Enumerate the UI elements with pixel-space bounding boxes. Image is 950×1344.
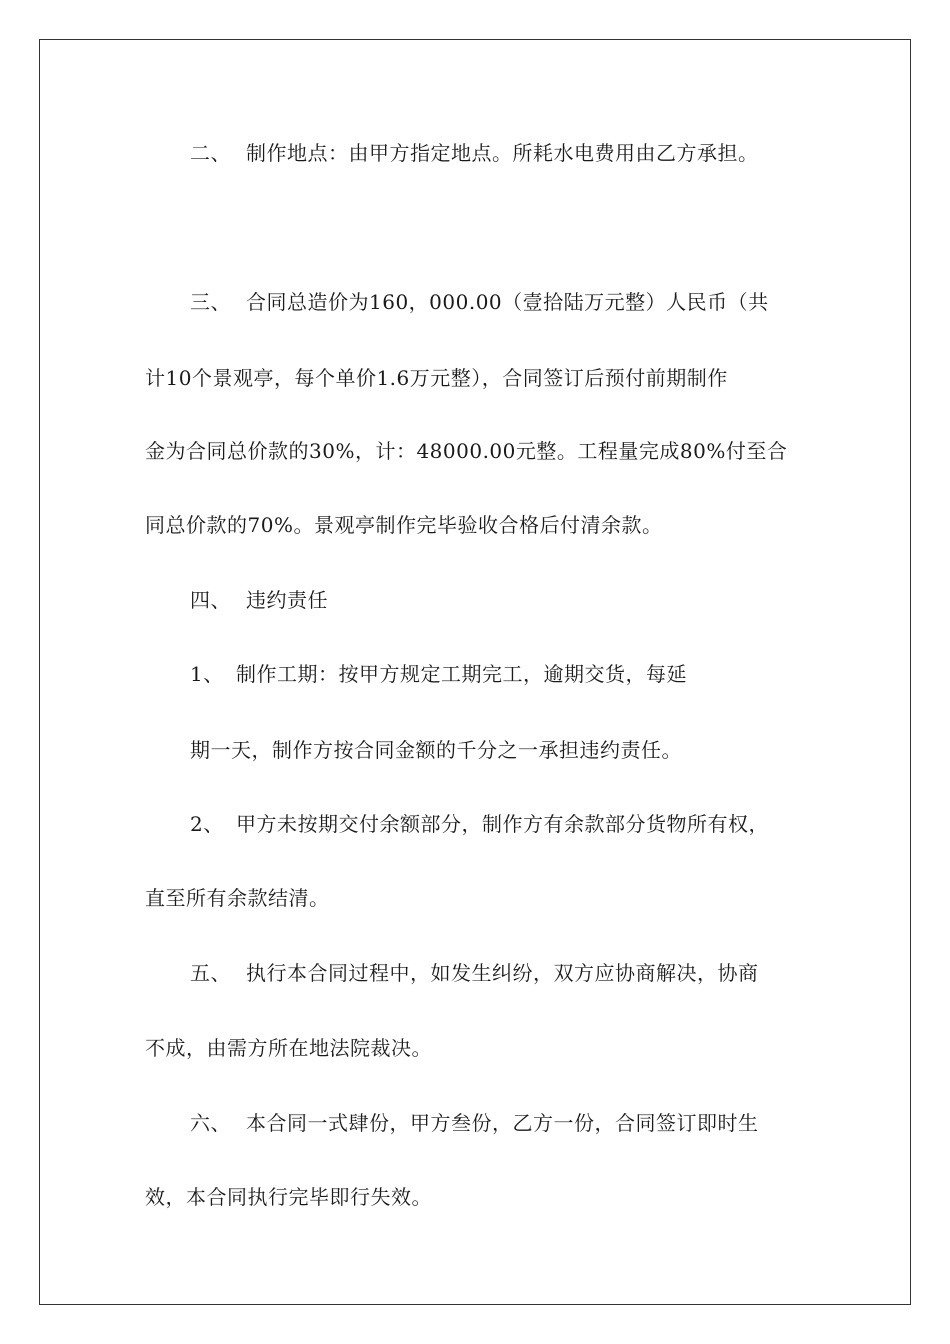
clause-4-heading: [190, 586, 328, 614]
clause-text: 计10个景观亭，每个单价1.6万元整），合同签订后预付前期制作: [145, 366, 728, 390]
clause-text: 执行本合同过程中，如发生纠纷，双方应协商解决，协商: [246, 961, 759, 985]
clause-5-line: [190, 959, 759, 987]
clause-6-continuation: [145, 1183, 432, 1211]
clause-text: 合同总造价为160，000.00（壹拾陆万元整）人民币（共: [246, 290, 769, 314]
clause-marker: 二、: [190, 141, 231, 165]
clause-3-continuation: [145, 437, 787, 465]
sub-clause-marker: 1、: [190, 662, 224, 686]
clause-marker: 六、: [190, 1111, 231, 1135]
sub-clause-1-line: [190, 660, 687, 688]
sub-clause-marker: 2、: [190, 812, 224, 836]
sub-clause-1-continuation: [190, 736, 682, 764]
clause-6-line: [190, 1109, 759, 1137]
clause-5-continuation: [145, 1034, 432, 1062]
clause-text: 制作工期：按甲方规定工期完工，逾期交货，每延: [236, 662, 687, 686]
clause-3-line: [190, 288, 769, 316]
clause-text: 直至所有余款结清。: [145, 886, 330, 910]
clause-text: 违约责任: [246, 588, 328, 612]
clause-text: 不成，由需方所在地法院裁决。: [145, 1036, 432, 1060]
clause-text: 同总价款的70%。景观亭制作完毕验收合格后付清余款。: [145, 513, 663, 537]
clause-text: 甲方未按期交付余额部分，制作方有余款部分货物所有权，: [236, 812, 769, 836]
clause-text: 制作地点：由甲方指定地点。所耗水电费用由乙方承担。: [246, 141, 759, 165]
sub-clause-2-continuation: [145, 884, 330, 912]
clause-text: 效，本合同执行完毕即行失效。: [145, 1185, 432, 1209]
clause-2-line: [190, 139, 759, 167]
clause-marker: 五、: [190, 961, 231, 985]
clause-3-continuation: [145, 364, 728, 392]
clause-text: 期一天，制作方按合同金额的千分之一承担违约责任。: [190, 738, 682, 762]
clause-marker: 三、: [190, 290, 231, 314]
clause-text: 金为合同总价款的30%，计：48000.00元整。工程量完成80%付至合: [145, 439, 788, 463]
sub-clause-2-line: [190, 810, 769, 838]
clause-3-continuation: [145, 511, 662, 539]
clause-text: 本合同一式肆份，甲方叁份，乙方一份，合同签订即时生: [246, 1111, 759, 1135]
clause-marker: 四、: [190, 588, 231, 612]
